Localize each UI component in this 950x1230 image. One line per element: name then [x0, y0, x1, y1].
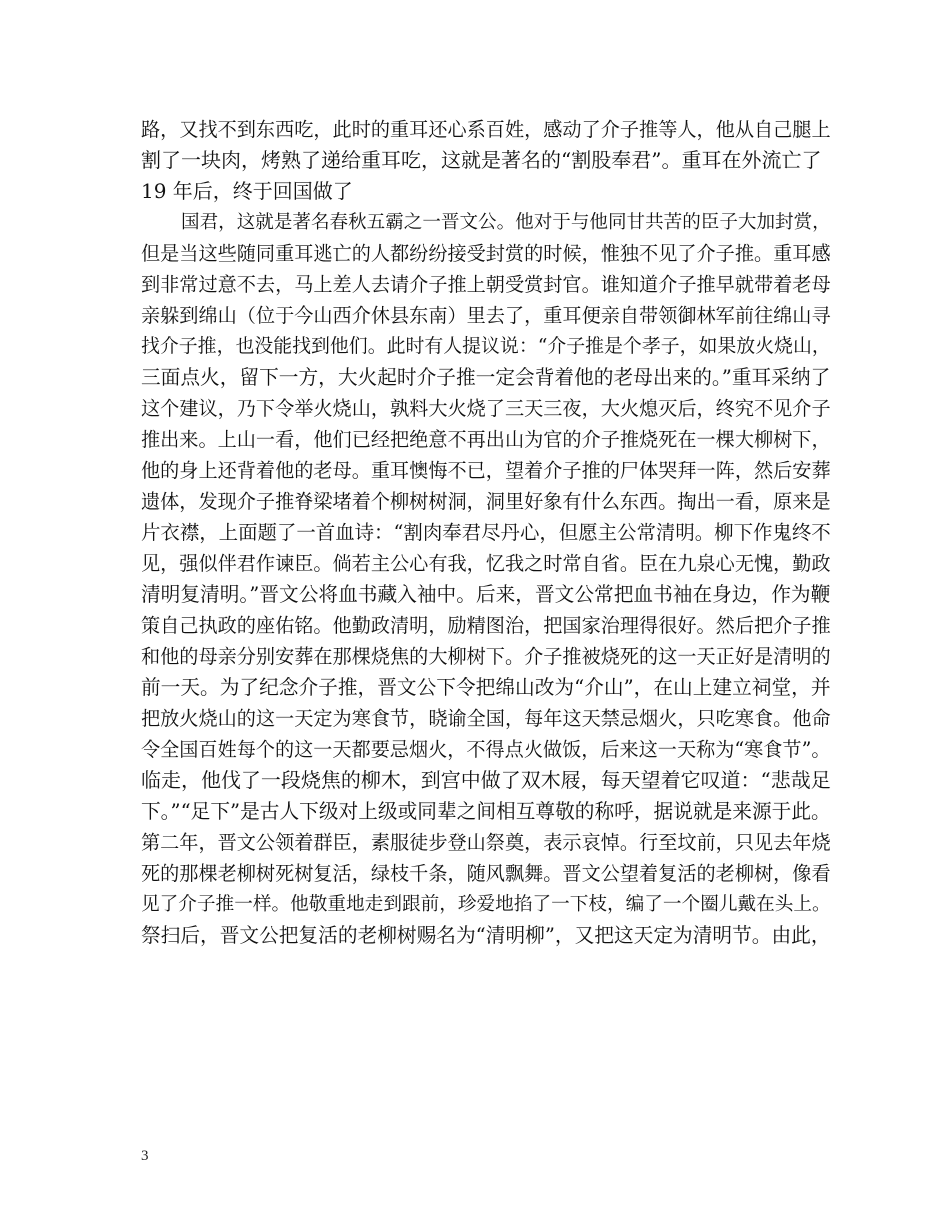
text-line: 前一天。为了纪念介子推，晋文公下令把绵山改为“介山”，在山上建立祠堂，并: [141, 676, 831, 699]
page-number: 3: [141, 1148, 149, 1164]
text-line: 见，强似伴君作谏臣。倘若主公心有我，忆我之时常自省。臣在九泉心无愧，勤政: [141, 552, 831, 575]
text-line: 第二年，晋文公领着群臣，素服徒步登山祭奠，表示哀悼。行至坟前，只见去年烧: [141, 831, 831, 854]
text-line: 片衣襟，上面题了一首血诗：“割肉奉君尽丹心，但愿主公常清明。柳下作鬼终不: [141, 521, 831, 544]
text-line: 策自己执政的座佑铭。他勤政清明，励精图治，把国家治理得很好。然后把介子推: [141, 614, 831, 637]
text-line: 推出来。上山一看，他们已经把绝意不再出山为官的介子推烧死在一棵大柳树下，: [141, 428, 831, 451]
text-line: 亲躲到绵山（位于今山西介休县东南）里去了，重耳便亲自带领御林军前往绵山寻: [141, 304, 831, 327]
text-line: 遗体，发现介子推脊梁堵着个柳树树洞，洞里好象有什么东西。掏出一看，原来是: [141, 490, 831, 513]
text-line: 临走，他伐了一段烧焦的柳木，到宫中做了双木屐，每天望着它叹道：“悲哉足: [141, 768, 831, 792]
text-line: 三面点火，留下一方，大火起时介子推一定会背着他的老母出来的。”重耳采纳了: [141, 366, 831, 389]
text-line: 国君，这就是著名春秋五霸之一晋文公。他对于与他同甘共苦的臣子大加封赏，: [181, 212, 831, 233]
text-line: 割了一块肉，烤熟了递给重耳吃，这就是著名的“割股奉君”。重耳在外流亡了: [141, 148, 822, 172]
text-line: 祭扫后，晋文公把复活的老柳树赐名为“清明柳”，又把这天定为清明节。由此，: [141, 924, 831, 947]
text-line: 见了介子推一样。他敬重地走到跟前，珍爱地掐了一下枝，编了一个圈儿戴在头上。: [141, 894, 831, 915]
text-line: 路，又找不到东西吃，此时的重耳还心系百姓，感动了介子推等人，他从自己腿上: [141, 118, 831, 141]
text-line: 他的身上还背着他的老母。重耳懊悔不已，望着介子推的尸体哭拜一阵，然后安葬: [141, 459, 831, 482]
text-line: 令全国百姓每个的这一天都要忌烟火，不得点火做饭，后来这一天称为“寒食节”。: [141, 738, 831, 761]
text-line: 下。”“足下”是古人下级对上级或同辈之间相互尊敬的称呼，据说就是来源于此。: [141, 800, 831, 823]
text-line: 19 年后，终于回国做了: [141, 179, 353, 203]
text-line: 死的那棵老柳树死树复活，绿枝千条，随风飘舞。晋文公望着复活的老柳树，像看: [141, 862, 831, 885]
text-line: 这个建议，乃下令举火烧山，孰料大火烧了三天三夜，大火熄灭后，终究不见介子: [141, 397, 831, 420]
text-line: 到非常过意不去，马上差人去请介子推上朝受赏封官。谁知道介子推早就带着老母: [141, 273, 831, 296]
text-line: 把放火烧山的这一天定为寒食节，晓谕全国，每年这天禁忌烟火，只吃寒食。他命: [141, 707, 831, 730]
text-line: 找介子推，也没能找到他们。此时有人提议说：“介子推是个孝子，如果放火烧山，: [141, 335, 831, 357]
body-text: [141, 114, 831, 951]
text-line: 和他的母亲分别安葬在那棵烧焦的大柳树下。介子推被烧死的这一天正好是清明的: [141, 645, 831, 668]
text-line: 但是当这些随同重耳逃亡的人都纷纷接受封赏的时候，惟独不见了介子推。重耳感: [141, 242, 831, 265]
text-line: 清明复清明。”晋文公将血书藏入袖中。后来，晋文公常把血书袖在身边，作为鞭: [141, 583, 831, 606]
